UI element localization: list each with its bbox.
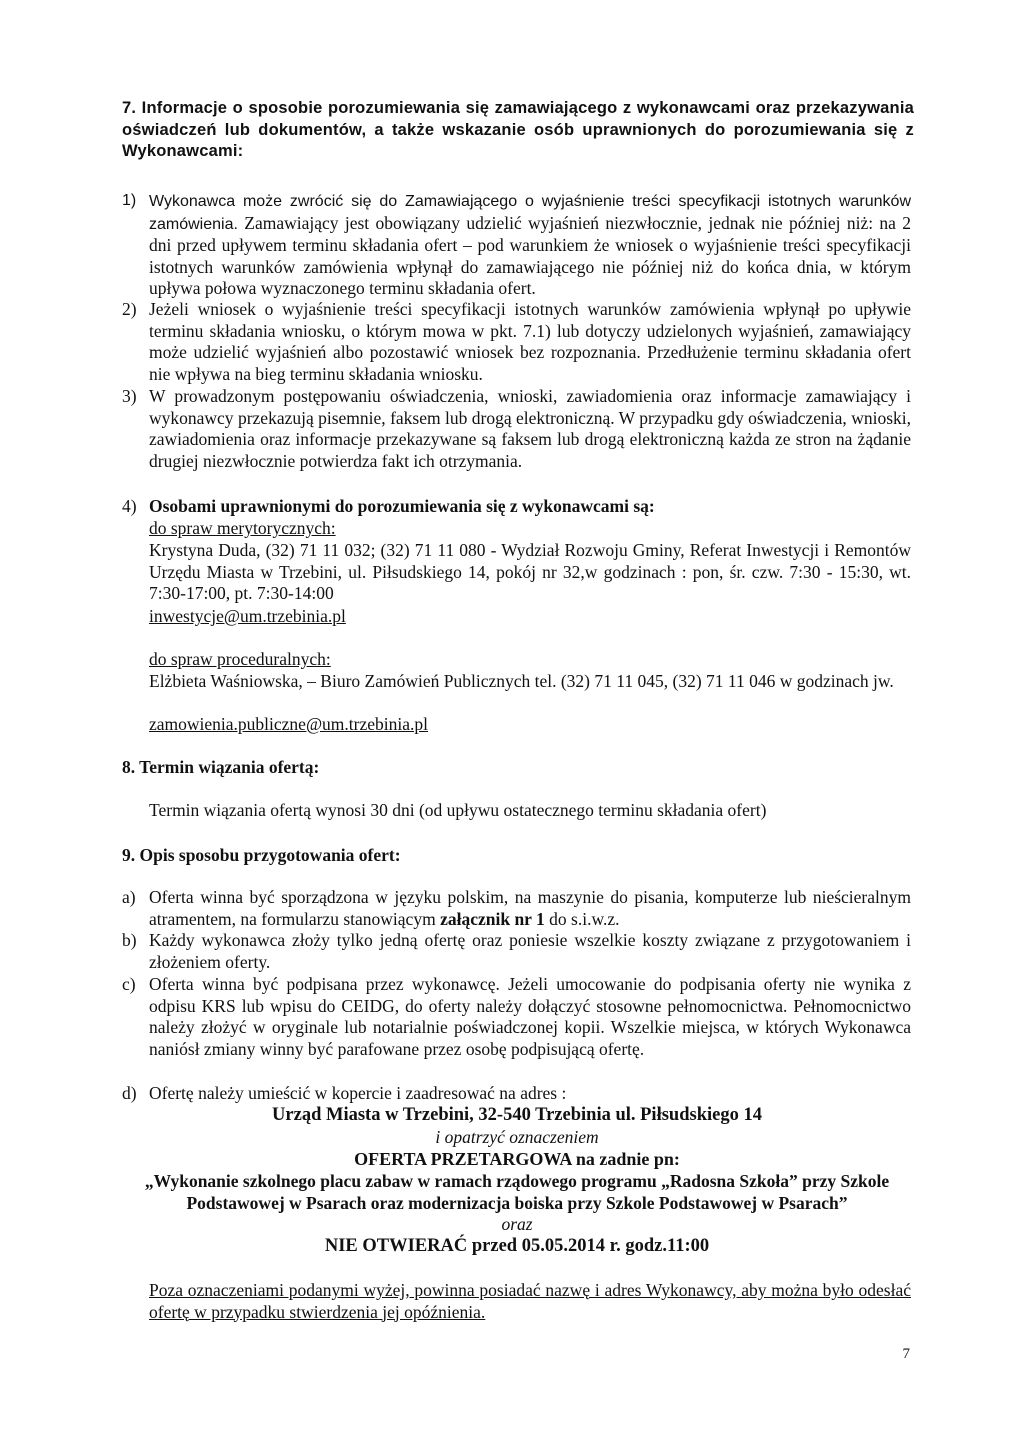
item-a-number: a)	[122, 887, 136, 907]
item-1-text-a: Wykonawca może zwrócić się do Zamawiającego o wyjaśnienie treści specyfikacji istotnych warunków zamówienia.	[149, 193, 911, 233]
marking-note: i opatrzyć oznaczeniem	[435, 1127, 599, 1147]
item-b-number: b)	[122, 930, 137, 950]
proc-email-link[interactable]: zamowienia.publiczne@um.trzebinia.pl	[149, 714, 429, 734]
item-d-text: Ofertę należy umieścić w kopercie i zaadresować na adres :	[149, 1083, 567, 1103]
item-1-text	[149, 190, 911, 300]
item-b-text: Każdy wykonawca złoży tylko jedną ofertę oraz poniesie wszelkie koszty związane z przygotowaniem i złożeniem oferty.	[149, 930, 911, 972]
item-2-number: 2)	[122, 299, 137, 319]
section-9-heading: 9. Opis sposobu przygotowania ofert:	[122, 845, 401, 865]
merit-contact-text: Krystyna Duda, (32) 71 11 032; (32) 71 11 080 - Wydział Rozwoju Gminy, Referat Inwestycji i Remontów Urzędu Miasta w Trzebini, ul. Piłsudskiego 14, pokój nr 32,w godzinach : pon, śr. czw. 7:30 - 15:30, wt. 7:30-17:00, pt. 7:30-14:00	[149, 540, 911, 604]
item-a-text-main: Oferta winna być sporządzona w języku polskim, na maszynie do pisania, komputerze lub nieścieralnym atramentem, na formularzu stanowiącym	[149, 887, 911, 929]
do-not-open-line: NIE OTWIERAĆ przed 05.05.2014 r. godz.11:00	[324, 1236, 710, 1256]
section-8-text: Termin wiązania ofertą wynosi 30 dni (od upływu ostatecznego terminu składania ofert)	[149, 800, 767, 820]
offer-title-text: OFERTA PRZETARGOWA na zadnie pn:	[354, 1149, 680, 1169]
section-8-heading: 8. Termin wiązania ofertą:	[122, 757, 320, 777]
item-1-text-b: Zamawiający jest obowiązany udzielić wyjaśnień niezwłocznie, jednak nie później niż: na 2 dni przed upływem terminu składania ofert – pod warunkiem że wniosek o wyjaśnienie treści specyfikacji istotnych warunków zamówienia wpłynął do zamawiającego nie później niż do końca dnia, w którym upływa połowa wyznaczonego terminu składania ofert.	[149, 212, 911, 299]
item-c-text: Oferta winna być podpisana przez wykonawcę. Jeżeli umocowanie do podpisania oferty nie wynika z odpisu KRS lub wpisu do CEIDG, do oferty należy dołączyć stosowne pełnomocnictwa. Pełnomocnictwo należy złożyć w oryginale lub notarialnie poświadczonej kopii. Wszelkie miejsca, w których Wykonawca naniósł zmiany winny być parafowane przez osobę podpisującą ofertę.	[149, 974, 911, 1059]
proc-label: do spraw proceduralnych:	[149, 649, 331, 669]
item-4-number: 4)	[122, 496, 137, 516]
section-7-heading: 7. Informacje o sposobie porozumiewania się zamawiającego z wykonawcami oraz przekazywania oświadczeń lub dokumentów, a także wskazanie osób uprawnionych do porozumiewania się z Wykonawcami:	[122, 99, 914, 161]
attachment-ref: załącznik nr 1	[440, 908, 545, 929]
item-c-number: c)	[122, 974, 136, 994]
merit-label: do spraw merytorycznych:	[149, 518, 336, 538]
item-3-number: 3)	[122, 386, 137, 406]
proc-contact-text: Elżbieta Waśniowska, – Biuro Zamówień Publicznych tel. (32) 71 11 045, (32) 71 11 046 w godzinach jw.	[149, 671, 894, 691]
item-2-text: Jeżeli wniosek o wyjaśnienie treści specyfikacji istotnych warunków zamówienia wpłynął po upływie terminu składania wniosku, o którym mowa w pkt. 7.1) lub dotyczy udzielonych wyjaśnień, zamawiający może udzielić wyjaśnień albo pozostawić wniosek bez rozpoznania. Przedłużenie terminu składania ofert nie wpływa na bieg terminu składania wniosku.	[149, 299, 911, 384]
item-1-number: 1)	[122, 192, 137, 209]
item-3-text: W prowadzonym postępowaniu oświadczenia, wnioski, zawiadomienia oraz informacje zamawiający i wykonawcy przekazują pisemnie, faksem lub drogą elektroniczną. W przypadku gdy oświadczenia, wnioski, zawiadomienia oraz informacje przekazywane są faksem lub drogą elektroniczną każda ze stron na żądanie drugiej niezwłocznie potwierdza fakt ich otrzymania.	[149, 386, 911, 471]
oraz-note: oraz	[501, 1214, 533, 1234]
offer-title	[122, 1149, 912, 1171]
address-line: Urząd Miasta w Trzebini, 32-540 Trzebinia ul. Piłsudskiego 14	[272, 1105, 762, 1125]
item-a-text	[149, 887, 911, 930]
item-a-text-tail: do s.i.w.z.	[544, 908, 620, 929]
page-number: 7	[902, 1346, 910, 1362]
merit-email-link[interactable]: inwestycje@um.trzebinia.pl	[149, 606, 346, 626]
project-name: „Wykonanie szkolnego placu zabaw w ramach rządowego programu „Radosna Szkoła” przy Szkole Podstawowej w Psarach oraz modernizacja boiska przy Szkole Podstawowej w Psarach”	[144, 1171, 890, 1213]
item-d-number: d)	[122, 1083, 137, 1103]
footer-note: Poza oznaczeniami podanymi wyżej, powinna posiadać nazwę i adres Wykonawcy, aby można było odesłać ofertę w przypadku stwierdzenia jej opóźnienia.	[149, 1280, 911, 1322]
item-4-heading: Osobami uprawnionymi do porozumiewania się z wykonawcami są:	[149, 496, 655, 516]
